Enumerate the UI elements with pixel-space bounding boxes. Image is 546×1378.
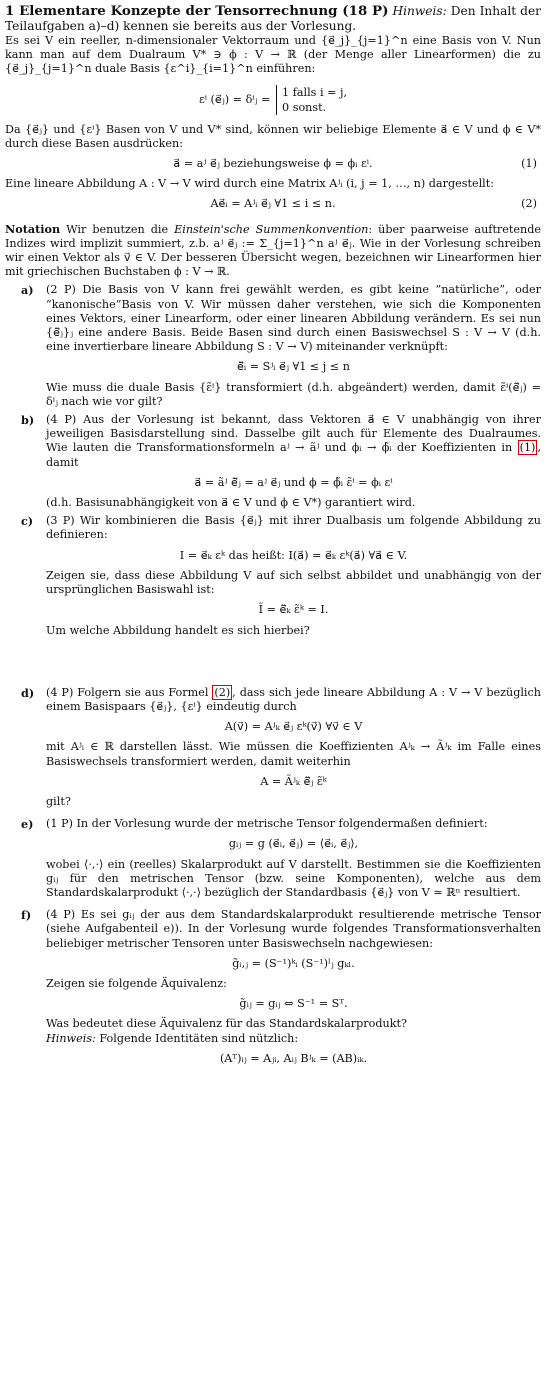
- intro-paragraph-1: Es sei V ein reeller, n-dimensionaler Vektorraum und {e⃗_j}_{j=1}^n eine Basis von V. Nun kann man auf dem Dualraum V* ∋ ϕ : V → ℝ (der Menge aller Linearformen) die zu {e⃗_j}_{j=1}^n duale Basis {ε^i}_{i=1}^n einführen:: [5, 34, 541, 76]
- task-e-text-1: (1 P) In der Vorlesung wurde der metrische Tensor folgendermaßen definiert:: [46, 817, 488, 831]
- equation-2-body: Ae⃗ᵢ = Aʲᵢ e⃗ⱼ ∀1 ≤ i ≤ n.: [210, 197, 336, 211]
- intro-paragraph-2: Da {e⃗ⱼ} und {εⁱ} Basen von V und V* sind, können wir beliebige Elemente a⃗ ∈ V und ϕ ∈ V* durch diese Basen ausdrücken:: [5, 122, 541, 150]
- task-b-label: b): [21, 413, 35, 428]
- hint-text: Den Inhalt der Teilaufgaben a)–d) kennen sie bereits aus der Vorlesung.: [5, 4, 541, 33]
- task-b: [5, 413, 541, 510]
- task-e-equation: gᵢⱼ = g (e⃗ᵢ, e⃗ⱼ) = ⟨e⃗ᵢ, e⃗ⱼ⟩,: [228, 837, 359, 851]
- task-b-text-1: [46, 413, 541, 470]
- task-e-text-2: wobei ⟨·,·⟩ ein (reelles) Skalarprodukt auf V darstellt. Bestimmen sie die Koeffizienten gᵢⱼ für den metrischen Tensor (bzw. seine Komponenten), welche aus dem Standardskalarprodukt ⟨·,·⟩ bezüglich der Standardbasis {e⃗ⱼ} von V ≃ ℝⁿ resultiert.: [46, 857, 541, 899]
- task-c-label: c): [21, 514, 34, 529]
- task-b-text-1-before: (4 P) Aus der Vorlesung ist bekannt, dass Vektoren a⃗ ∈ V unabhängig von ihrer jeweiligen Basisdarstellung sind. Dasselbe gilt auch für Elemente des Dualraumes. Wie lauten die Transformationsformeln aʲ → ãʲ und ϕᵢ → ϕ̃ᵢ der Koeffizienten in: [46, 413, 541, 455]
- task-a-label: a): [21, 283, 34, 298]
- task-b-text-2: (d.h. Basisunabhängigkeit von a⃗ ∈ V und ϕ ∈ V*) garantiert wird.: [46, 496, 416, 510]
- notation-emphasis: Einstein'sche Summenkonvention: [174, 222, 369, 236]
- task-e-label: e): [21, 817, 34, 832]
- equation-case-2: 0 sonst.: [282, 100, 327, 114]
- task-f-hint-label: Hinweis:: [46, 1031, 96, 1045]
- equation-2: [5, 197, 541, 211]
- equation-cases: [276, 85, 347, 115]
- task-a-text-1: (2 P) Die Basis von V kann frei gewählt werden, es gibt keine ”natürliche”, oder ”kanonische”Basis von V. Wir müssen daher verstehen, wie sich die Komponenten eines Vektors, einer Linearform, oder einer linearen Abbildung verändern. Es sei nun {ẽ⃗ⱼ}ⱼ eine andere Basis. Beide Basen sind durch einen Basiswechsel S : V → V (d.h. eine invertierbare lineare Abbildung S : V → V) miteinander verknüpft:: [46, 283, 541, 354]
- task-d: [5, 686, 541, 809]
- equation-1-body: a⃗ = aʲ e⃗ⱼ beziehungsweise ϕ = ϕᵢ εⁱ.: [173, 157, 373, 171]
- task-a-text-2: Wie muss die duale Basis {ε̃ⁱ} transformiert (d.h. abgeändert) werden, damit ε̃ⁱ(ẽ⃗ⱼ) = δⁱⱼ nach wie vor gilt?: [46, 380, 541, 408]
- task-c: [5, 514, 541, 637]
- page-gap: [5, 638, 541, 682]
- task-d-text-2: mit Aʲᵢ ∈ ℝ darstellen lässt. Wie müssen die Koeffizienten Aʲₖ → Ãʲₖ im Falle eines Basiswechsels transformiert werden, damit weiterhin: [46, 740, 541, 768]
- equation-dual-lhs: εⁱ (e⃗ⱼ) = δⁱⱼ =: [198, 92, 271, 106]
- task-c-equation-2: Ĩ = ẽ⃗ₖ ε̃ᵏ = I.: [258, 603, 329, 617]
- task-c-text-3: Um welche Abbildung handelt es sich hierbei?: [46, 623, 310, 637]
- task-f-hint: [46, 1032, 541, 1046]
- task-e: [5, 817, 541, 900]
- task-d-equation: A(v⃗) = Aʲₖ e⃗ⱼ εᵏ(v⃗) ∀v⃗ ∈ V: [224, 720, 363, 734]
- task-c-text-1: (3 P) Wir kombinieren die Basis {e⃗ⱼ} mit ihrer Dualbasis um folgende Abbildung zu definieren:: [46, 514, 541, 542]
- task-d-text-1-before: (4 P) Folgern sie aus Formel: [46, 685, 209, 699]
- equation-reference-link[interactable]: (1): [519, 441, 536, 455]
- task-f: [5, 908, 541, 1066]
- notation-paragraph: [5, 222, 541, 280]
- task-a: [5, 283, 541, 409]
- equation-case-1: 1 falls i = j,: [282, 85, 348, 99]
- equation-dual-basis: [5, 85, 541, 115]
- task-f-text-1: (4 P) Es sei gᵢⱼ der aus dem Standardskalarprodukt resultierende metrische Tensor (siehe Aufgabenteil e)). In der Vorlesung wurde folgendes Transformationsverhalten beliebiger metrischer Tensoren unter Basiswechseln nachgewiesen:: [46, 908, 541, 950]
- task-b-text-1-after: , damit: [46, 441, 541, 469]
- task-d-equation-2: A = Ãʲₖ ẽ⃗ⱼ ε̃ᵏ: [260, 774, 327, 788]
- task-d-text-3: gilt?: [46, 794, 71, 808]
- task-f-text-2: Zeigen sie folgende Äquivalenz:: [46, 976, 227, 990]
- section-header: [5, 4, 541, 34]
- equation-1: [5, 157, 541, 171]
- task-f-hint-text: Folgende Identitäten sind nützlich:: [99, 1031, 299, 1045]
- task-f-equation: g̃ᵢ,ⱼ = (S⁻¹)ᵏᵢ (S⁻¹)ˡⱼ gₖₗ.: [232, 956, 355, 970]
- notation-text-after: : über paarweise auftretende Indizes wird implizit summiert, z.b. aʲ e⃗ⱼ := Σ_{j=1}^n aʲ e⃗ⱼ. Wie in der Vorlesung schreiben wir einen Vektor als v⃗ ∈ V. Der besseren Übersicht wegen, bezeichnen wir Linearformen hier mit griechischen Buchstaben ϕ : V → ℝ.: [5, 222, 542, 279]
- task-c-text-2: Zeigen sie, dass diese Abbildung V auf sich selbst abbildet und unabhängig von der ursprünglichen Basiswahl ist:: [46, 568, 541, 597]
- task-c-equation: I = e⃗ₖ εᵏ das heißt: I(a⃗) = e⃗ₖ εᵏ(a⃗) ∀a⃗ ∈ V.: [179, 548, 408, 562]
- task-b-equation: a⃗ = ãʲ ẽ⃗ⱼ = aʲ e⃗ⱼ und ϕ = ϕ̃ᵢ ε̃ⁱ = ϕᵢ εⁱ: [194, 475, 393, 489]
- equation-2-number: (2): [521, 197, 537, 211]
- task-d-text-1: [46, 686, 541, 714]
- section-title: 1 Elementare Konzepte der Tensorrechnung (18 P): [5, 3, 389, 19]
- equation-1-number: (1): [521, 157, 537, 171]
- task-a-equation: ẽ⃗ᵢ = Sʲᵢ e⃗ⱼ ∀1 ≤ j ≤ n: [237, 360, 350, 374]
- equation-reference-link[interactable]: (2): [214, 685, 231, 699]
- task-d-label: d): [21, 685, 35, 700]
- hint-label: Hinweis:: [392, 4, 447, 18]
- task-f-equation-3: (Aᵀ)ᵢⱼ = Aⱼᵢ, Aᵢⱼ Bʲₖ = (AB)ᵢₖ.: [219, 1051, 368, 1065]
- task-f-text-3: Was bedeutet diese Äquivalenz für das Standardskalarprodukt?: [46, 1017, 408, 1031]
- notation-text-before: Wir benutzen die: [66, 222, 169, 236]
- task-f-equation-2: g̃ᵢⱼ = gᵢⱼ ⇔ S⁻¹ = Sᵀ.: [239, 997, 348, 1011]
- task-d-text-1-after: , dass sich jede lineare Abbildung A : V → V bezüglich einem Basispaars {e⃗ⱼ}, {εⁱ} eindeutig durch: [46, 685, 541, 713]
- task-f-label: f): [21, 908, 32, 923]
- intro-paragraph-3: Eine lineare Abbildung A : V → V wird durch eine Matrix Aʲᵢ (i, j = 1, …, n) dargestellt:: [5, 177, 495, 191]
- notation-label: Notation: [5, 221, 61, 236]
